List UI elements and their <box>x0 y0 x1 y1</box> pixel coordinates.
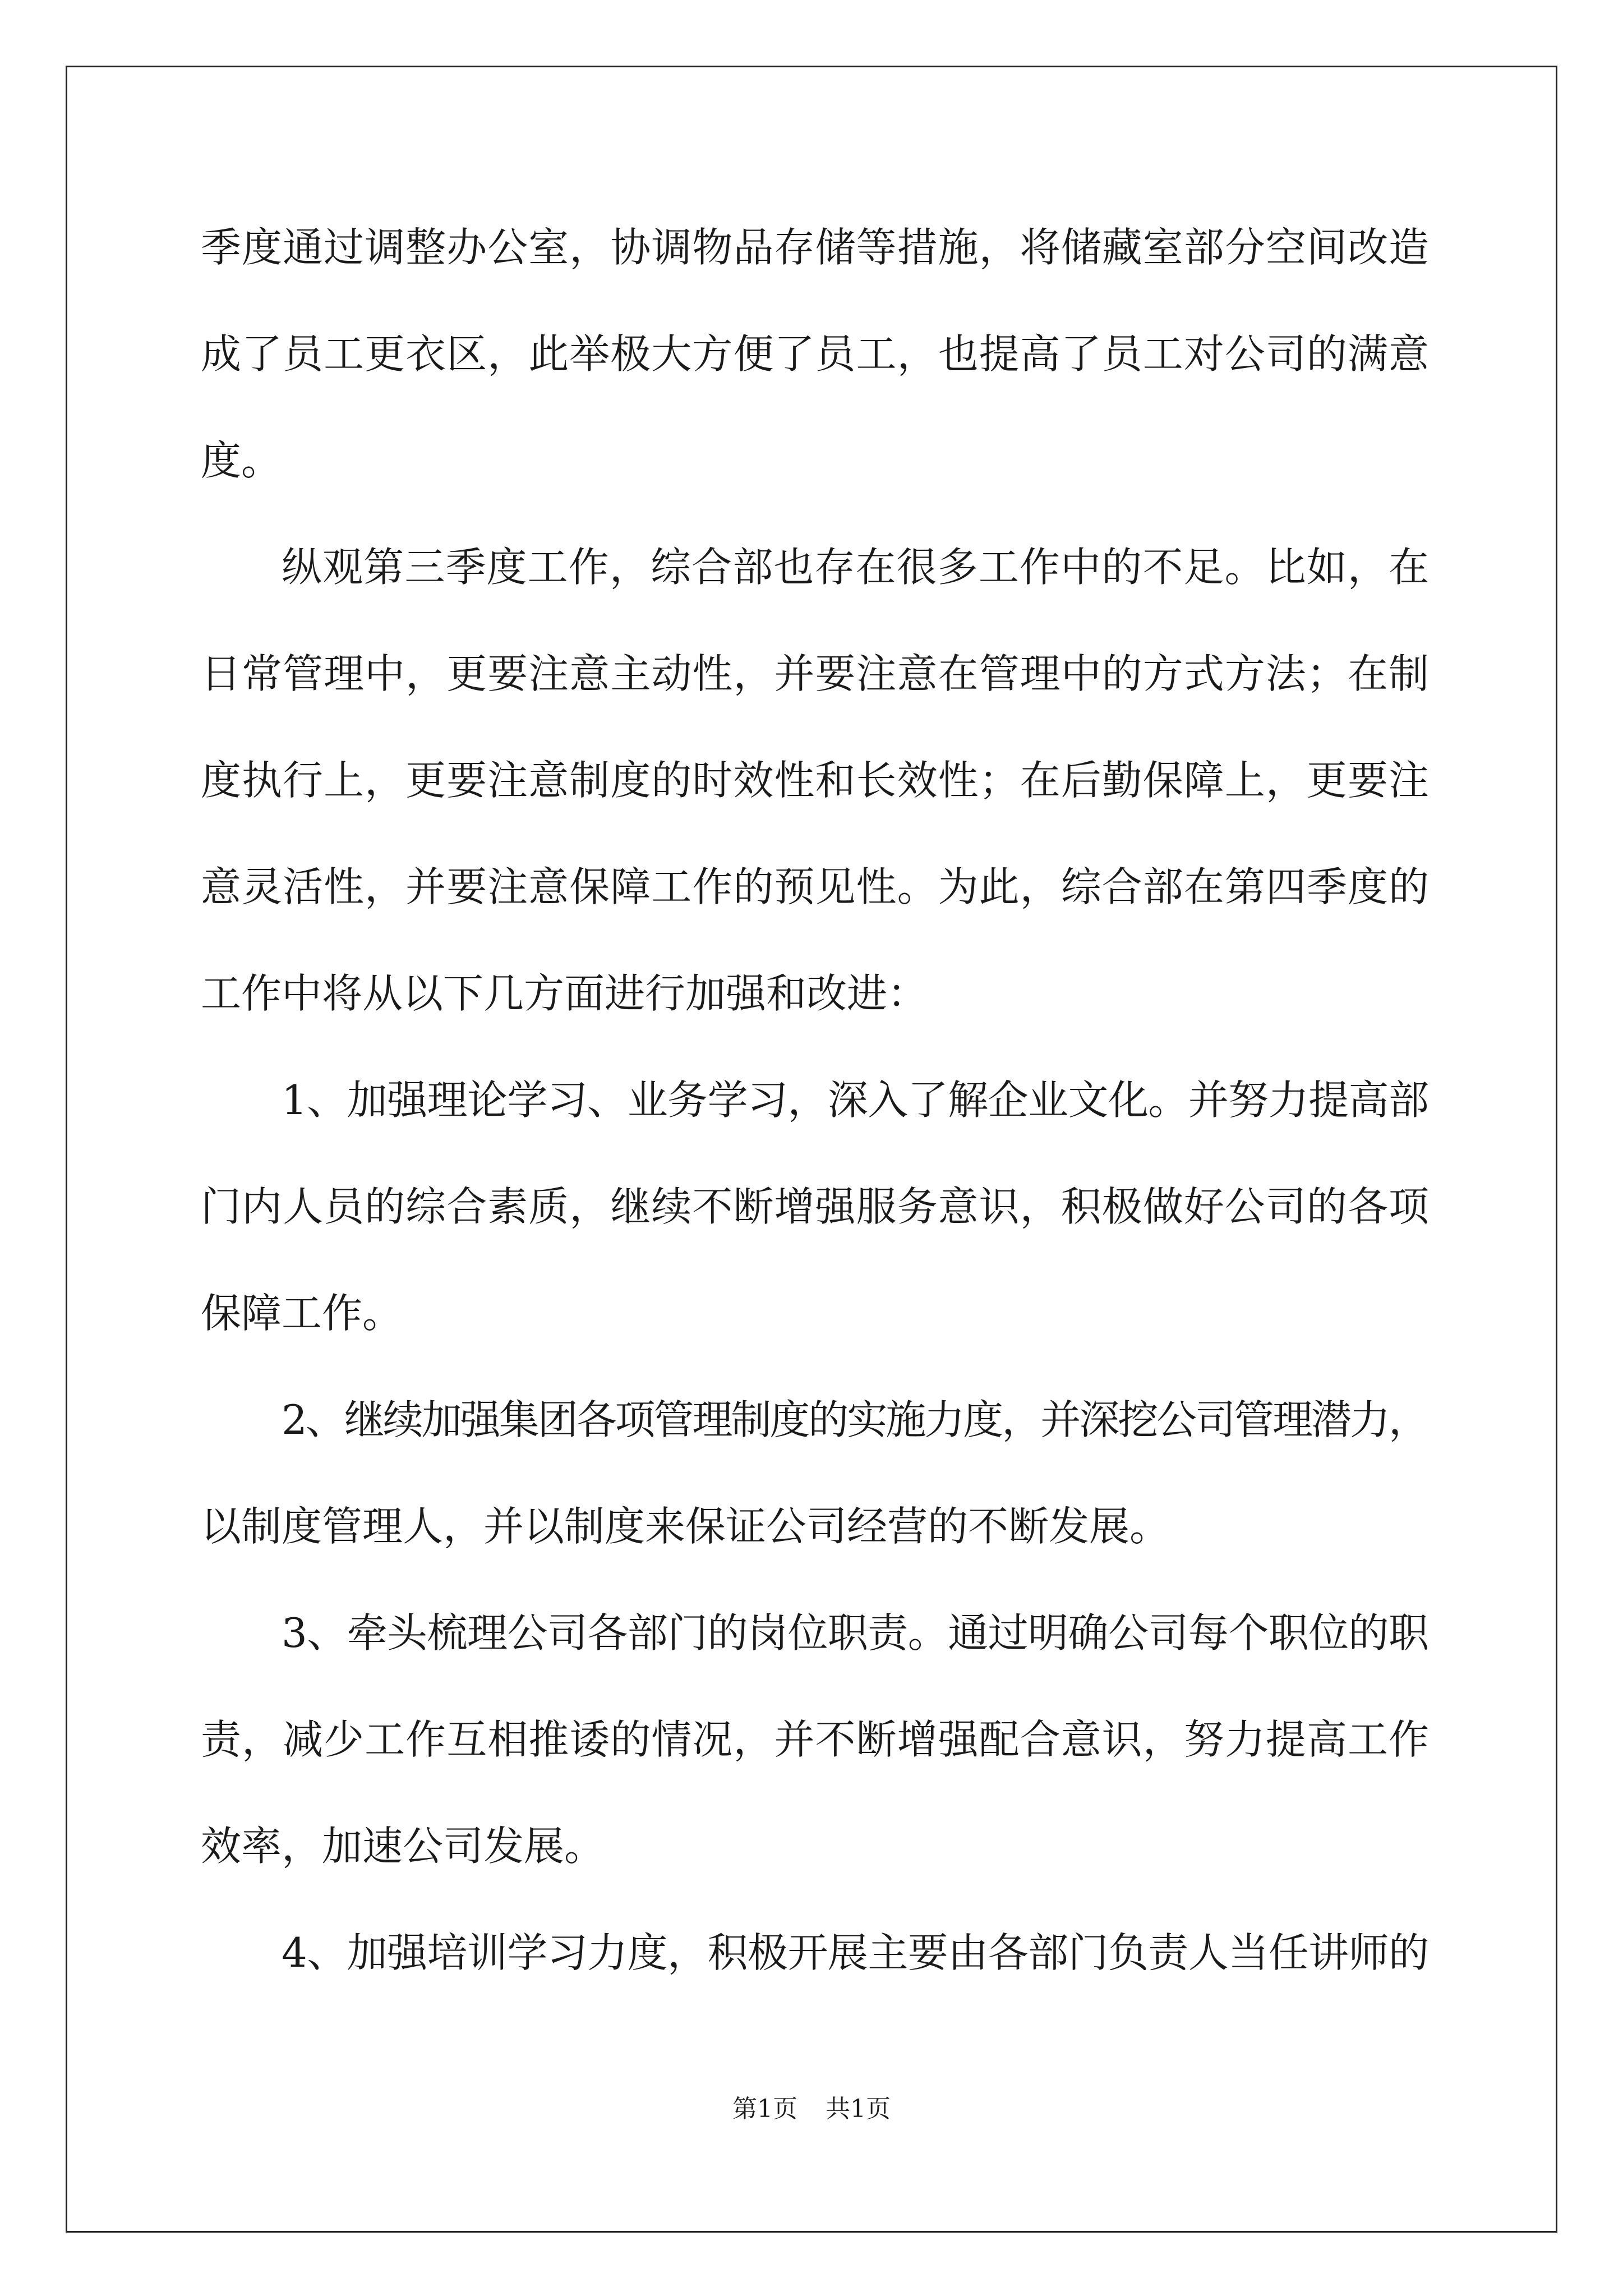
paragraph-line: 门内人员的综合素质，继续不断增强服务意识，积极做好公司的各项 <box>201 1183 1430 1230</box>
paragraph-line: 日常管理中，更要注意主动性，并要注意在管理中的方式方法；在制 <box>201 650 1430 697</box>
paragraph-line: 成了员工更衣区，此举极大方便了员工，也提高了员工对公司的满意 <box>201 330 1430 378</box>
paragraph-line: 2、继续加强集团各项管理制度的实施力度，并深挖公司管理潜力， <box>282 1396 1427 1443</box>
page-number-total: 共1页 <box>826 2095 891 2123</box>
paragraph-line: 纵观第三季度工作，综合部也存在很多工作中的不足。比如，在 <box>282 544 1430 591</box>
paragraph-line: 意灵活性，并要注意保障工作的预见性。为此，综合部在第四季度的 <box>201 863 1430 910</box>
paragraph-line: 责，减少工作互相推诿的情况，并不断增强配合意识，努力提高工作 <box>201 1716 1430 1763</box>
page-border <box>66 66 1557 2233</box>
paragraph-line: 度。 <box>201 437 282 484</box>
paragraph-line: 工作中将从以下几方面进行加强和改进： <box>201 970 928 1017</box>
page-number-current: 第1页 <box>732 2095 797 2123</box>
paragraph-line: 季度通过调整办公室，协调物品存储等措施，将储藏室部分空间改造 <box>201 224 1430 271</box>
page-footer <box>0 2092 1623 2126</box>
paragraph-line: 度执行上，更要注意制度的时效性和长效性；在后勤保障上，更要注 <box>201 757 1430 804</box>
paragraph-line: 4、加强培训学习力度，积极开展主要由各部门负责人当任讲师的 <box>282 1929 1429 1976</box>
paragraph-line: 以制度管理人，并以制度来保证公司经营的不断发展。 <box>201 1503 1170 1550</box>
paragraph-line: 效率，加速公司发展。 <box>201 1823 605 1870</box>
paragraph-line: 1、加强理论学习、业务学习，深入了解企业文化。并努力提高部 <box>282 1076 1429 1124</box>
paragraph-line: 3、牵头梳理公司各部门的岗位职责。通过明确公司每个职位的职 <box>282 1609 1429 1657</box>
paragraph-line: 保障工作。 <box>201 1290 403 1337</box>
